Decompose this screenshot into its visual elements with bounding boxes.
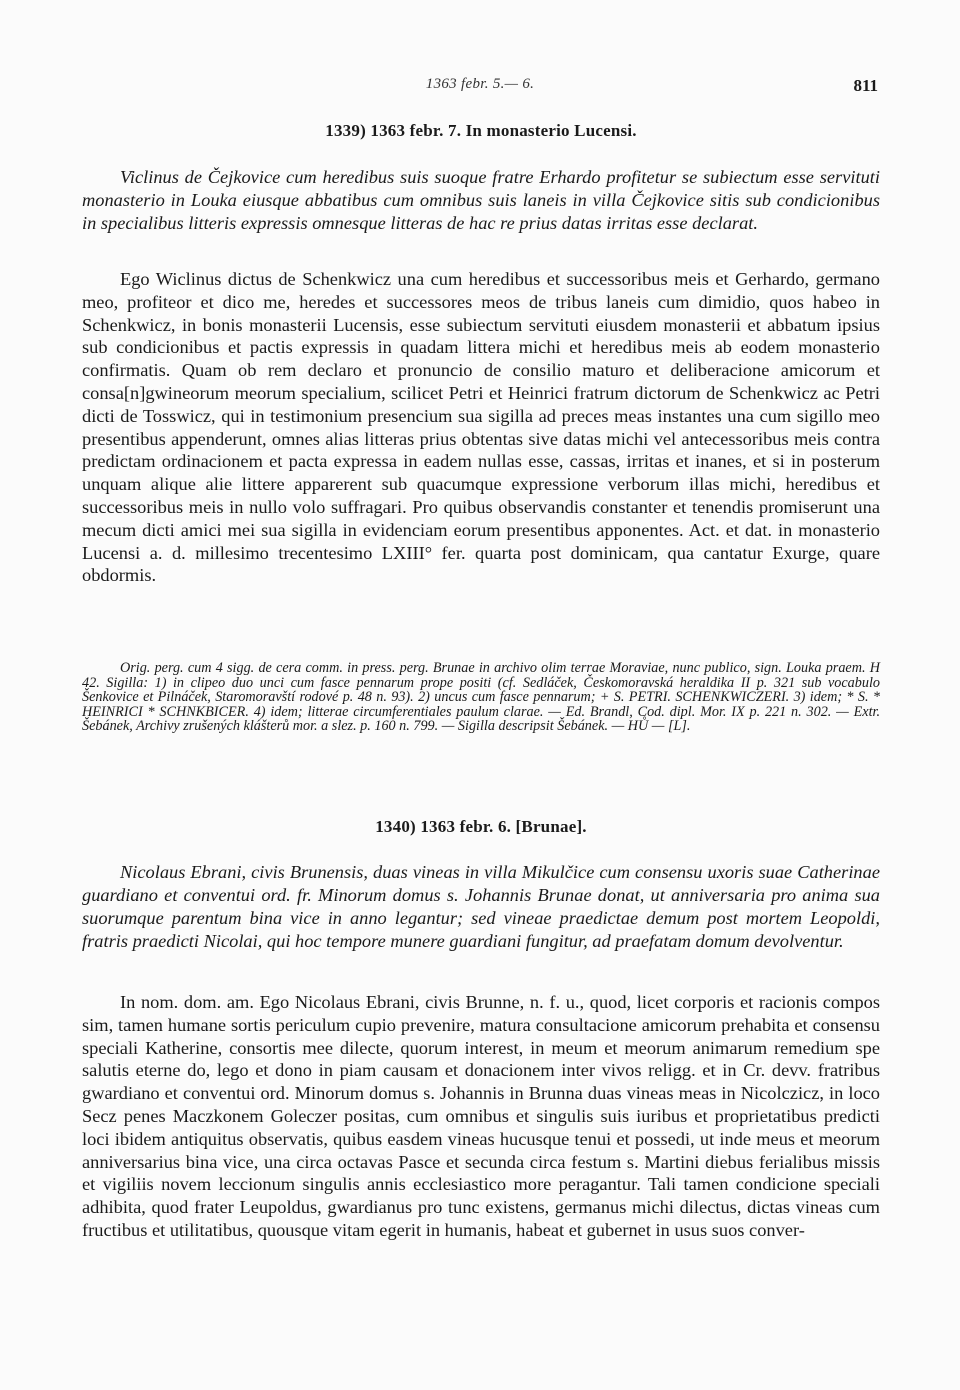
charter-text: In nom. dom. am. Ego Nicolaus Ebrani, civis Brunne, n. f. u., quod, licet corporis et racionis compos sim, tamen humane sortis periculum cupio prevenire, matura consultacione amicorum prehabita et consensu speciali Katherine, consortis mee dilecte, quorum interest, in meum et meorum animarum remedium spe salutis eterne do, lego et dono in piam causam et donacionem inter vivos religg. et in Cr. devv. fratribus gwardiano et conventui ord. Minorum domus s. Johannis in Brunna duas vineas meas in Nicolczicz, in loco Secz penes Maczkonem Goleczer positas, cum omnibus et singulis suis iuribus et proprietatibus predicti loci ibidem antiquitus observatis, quibus easdem vineas hucusque tenui et possedi, ut inde meus et meorum anniversarius bina vice, una circa octavas Pasce et secunda circa festum s. Martini diebus ferialibus missis et vigiliis novem leccionum singulis annis ecclesiastico more peragantur. Tali tamen condicione speciali adhibita, quod frater Leupoldus, gwardianus pro tunc existens, germanus michi dilectus, dictas vineas cum fructibus et utilitatibus, quousque vitam egerit in humanis, habeat et gubernet in usus suos conver- <box>82 992 880 1240</box>
entry-text-1340 <box>82 991 880 1242</box>
entry-heading-1339: 1339) 1363 febr. 7. In monasterio Lucensi. <box>325 121 637 140</box>
regest-paragraph: Nicolaus Ebrani, civis Brunensis, duas vineas in villa Mikulčice cum consensu uxoris suae Catherinae guardiano et conventui ord. fr. Minorum domus s. Johannis Brunae donat, ut anniversaria pro anima sua suorumque parentum bina vice in anno legantur; sed vineae praedictae demum post mortem Leopoldi, fratris praedicti Nicolai, qui hoc tempore munere guardiani fungitur, ad praefatam domum devolventur. <box>82 862 880 951</box>
running-head <box>82 76 878 100</box>
regest-paragraph: Viclinus de Čejkovice cum heredibus suis suoque fratre Erhardo profitetur se subiectum esse servituti monasterio in Louka eiusque abbatibus cum omnibus suis laneis in villa Čejkovice sitis sub condicionibus in specialibus litteris expressis omnesque litteras de hac re prius datas irritas esse declarat. <box>82 167 880 233</box>
apparatus-notes: Orig. perg. cum 4 sigg. de cera comm. in press. perg. Brunae in archivo olim terrae Moraviae, nunc publico, sign. Louka praem. H 42. Sigilla: 1) in clipeo duo unci cum fasce pennarum prope positi (cf. Sedláček, Českomoravská heraldika II p. 321 sub vocabulo Šenkovice et Pilnáček, Staromoravští rodové p. 48 n. 93). 2) uncus cum fasce pennarum; + S. PETRI. SCHENKWICZERI. 3) idem; * S. * HEINRICI * SCHNKBICER. 4) idem; litterae circumferentiales paulum clarae. — Ed. Brandl, Cod. dipl. Mor. IX p. 221 n. 302. — Extr. Šebánek, Archivy zrušených klášterů mor. a slez. p. 160 n. 799. — Sigilla descripsit Šebánek. — HŮ — [L]. <box>82 660 880 735</box>
entry-regest-1340 <box>82 861 880 953</box>
entry-text-1339 <box>82 268 880 587</box>
entry-notes-1339 <box>82 661 880 734</box>
page-number: 811 <box>853 76 878 95</box>
entry-heading-1340: 1340) 1363 febr. 6. [Brunae]. <box>375 817 587 836</box>
charter-text: Ego Wiclinus dictus de Schenkwicz una cum heredibus et successoribus meis et Gerhardo, germano meo, profiteor et dico me, heredes et successores meos de tribus laneis cum dimidio, quos habeo in Schenkwicz, in bonis monasterii Lucensis, esse subiectum servituti eiusdem monasterii et abbatum ipsius sub condicionibus et pactis expressis in quadam littera michi et heredibus meis ab eodem monasterio confirmatis. Quam ob rem declaro et pronuncio de consilio maturo et deliberacione amicorum et consa[n]gwineorum meorum specialium, scilicet Petri et Heinrici fratrum dictorum de Schenkwicz ac Petri dicti de Tosswicz, qui in testimonium presencium sua sigilla ad preces meas instantes una cum sigillo meo presentibus appenderunt, omnes alias litteras prius obtentas sive datas michi vel antecessoribus meis contra predictam ordinacionem et pacta expressa in eadem nullas esse, cassas, irritas et inanes, et si in posterum unquam alique alie littere apparerent sub quacumque expressione verborum illas michi, heredibus et successoribus meis in nullo volo suffragari. Pro quibus observandis constanter et tenendis promiserunt una mecum dicti amici mei sua sigilla in evidenciam eorum presentibus apponentes. Act. et dat. in monasterio Lucensi a. d. millesimo trecentesimo LXIII° fer. quarta post dominicam, qua cantatur Exurge, quare obdormis. <box>82 269 880 586</box>
entry-regest-1339 <box>82 166 880 235</box>
running-head-date: 1363 febr. 5.— 6. <box>425 76 535 92</box>
